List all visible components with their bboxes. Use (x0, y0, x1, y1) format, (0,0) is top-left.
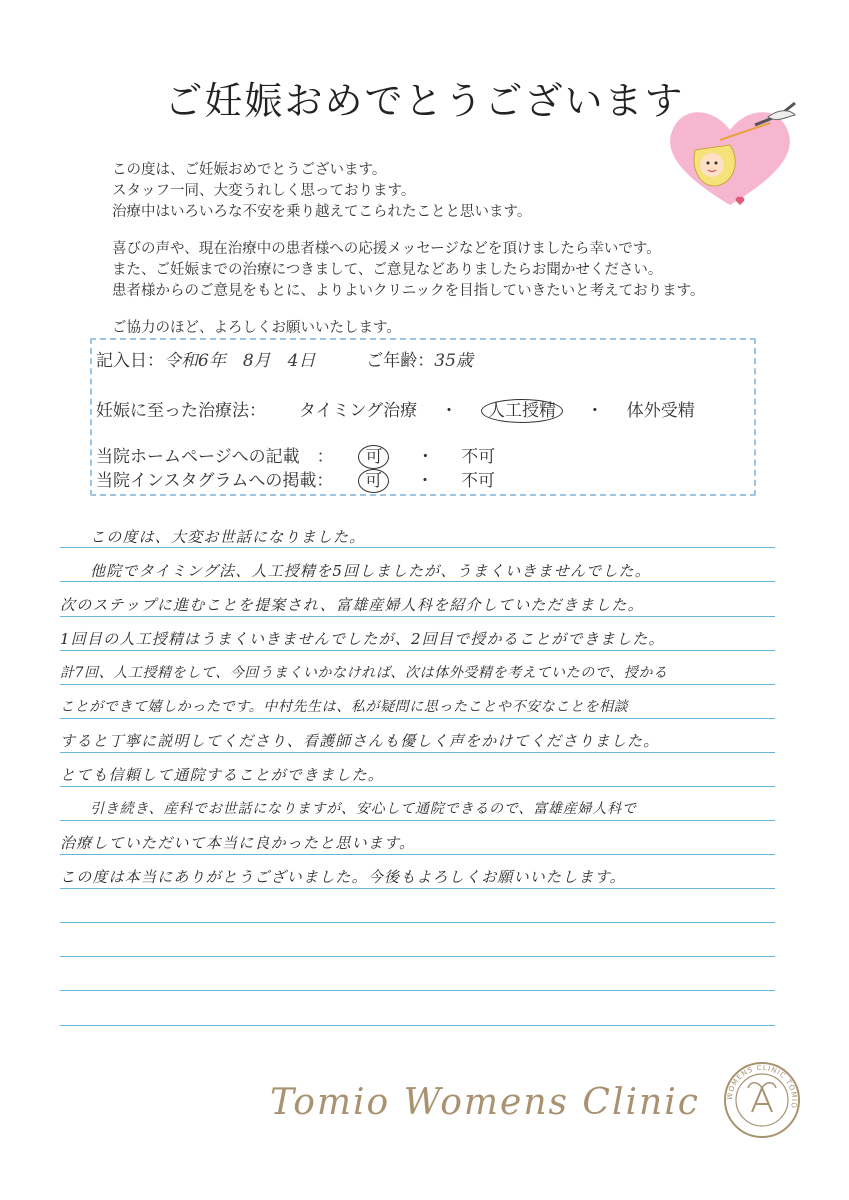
intro-line: スタッフ一同、大変うれしく思っております。 (112, 183, 416, 199)
message-line: この度は本当にありがとうございました。今後もよろしくお願いいたします。 (60, 868, 626, 886)
intro-line: また、ご妊娠までの治療につきまして、ご意見などありましたらお聞かせください。 (112, 262, 663, 278)
homepage-deny: 不可 (461, 447, 496, 467)
instagram-allow-selected: 可 (358, 469, 389, 493)
intro-line: 患者様からのご意見をもとに、よりよいクリニックを目指していきたいと考えております。 (112, 283, 705, 299)
message-line: この度は、大変お世話になりました。 (90, 528, 366, 546)
treatment-option-timing: タイミング治療 (298, 401, 418, 421)
message-line: 1回目の人工授精はうまくいきませんでしたが、2回目で授かることができました。 (60, 630, 665, 648)
intro-text (112, 160, 772, 339)
message-line: 引き続き、産科でお世話になりますが、安心して通院できるので、富雄産婦人科で (90, 801, 637, 817)
instagram-deny: 不可 (460, 471, 495, 491)
separator: ・ (416, 447, 434, 467)
date-value: 令和6年 8月 4日 (164, 351, 316, 371)
treatment-row (96, 396, 695, 423)
treatment-option-ivf: 体外受精 (626, 401, 695, 421)
intro-line: ご協力のほど、よろしくお願いいたします。 (112, 320, 401, 336)
message-line: 計7回、人工授精をして、今回うまくいかなければ、次は体外受精を考えていたので、授かる (60, 665, 668, 681)
emblem-text: WOMENS CLINIC TOMIO (725, 1063, 799, 1110)
separator: ・ (416, 471, 434, 491)
handwritten-message-area (60, 520, 780, 1040)
message-line: 他院でタイミング法、人工授精を5回しましたが、うまくいきませんでした。 (90, 562, 651, 580)
homepage-allow-selected: 可 (358, 445, 389, 469)
message-line: 治療していただいて本当に良かったと思います。 (60, 834, 416, 852)
homepage-permission-row (96, 442, 495, 469)
message-line: とても信頼して通院することができました。 (60, 766, 385, 784)
message-line: 次のステップに進むことを提案され、富雄産婦人科を紹介していただきました。 (60, 596, 644, 614)
intro-line: 治療中はいろいろな不安を乗り越えてこられたことと思います。 (112, 204, 532, 220)
age-value: 35歳 (434, 351, 473, 371)
message-line: ことができて嬉しかったです。中村先生は、私が疑問に思ったことや不安なことを相談 (60, 699, 629, 715)
treatment-label: 妊娠に至った治療法： (96, 401, 266, 421)
page-title: ご妊娠おめでとうございます (164, 79, 685, 123)
instagram-label: 当院インスタグラムへの掲載： (96, 471, 334, 491)
homepage-label: 当院ホームページへの記載 ： (96, 447, 334, 467)
date-age-row (96, 346, 473, 371)
clinic-logo-text: Tomio Womens Clinic (270, 1082, 700, 1123)
date-label: 記入日： (96, 351, 164, 371)
separator: ・ (586, 401, 604, 421)
intro-line: 喜びの声や、現在治療中の患者様への応援メッセージなどを頂けましたら幸いです。 (112, 241, 661, 257)
separator: ・ (440, 401, 458, 421)
treatment-option-iui-selected: 人工授精 (481, 399, 563, 423)
clinic-emblem (722, 1060, 802, 1140)
instagram-permission-row (96, 466, 495, 493)
message-line: すると丁寧に説明してくださり、看護師さんも優しく声をかけてくださりました。 (60, 732, 660, 750)
age-label: ご年齢： (366, 351, 435, 371)
intro-line: この度は、ご妊娠おめでとうございます。 (112, 162, 387, 178)
